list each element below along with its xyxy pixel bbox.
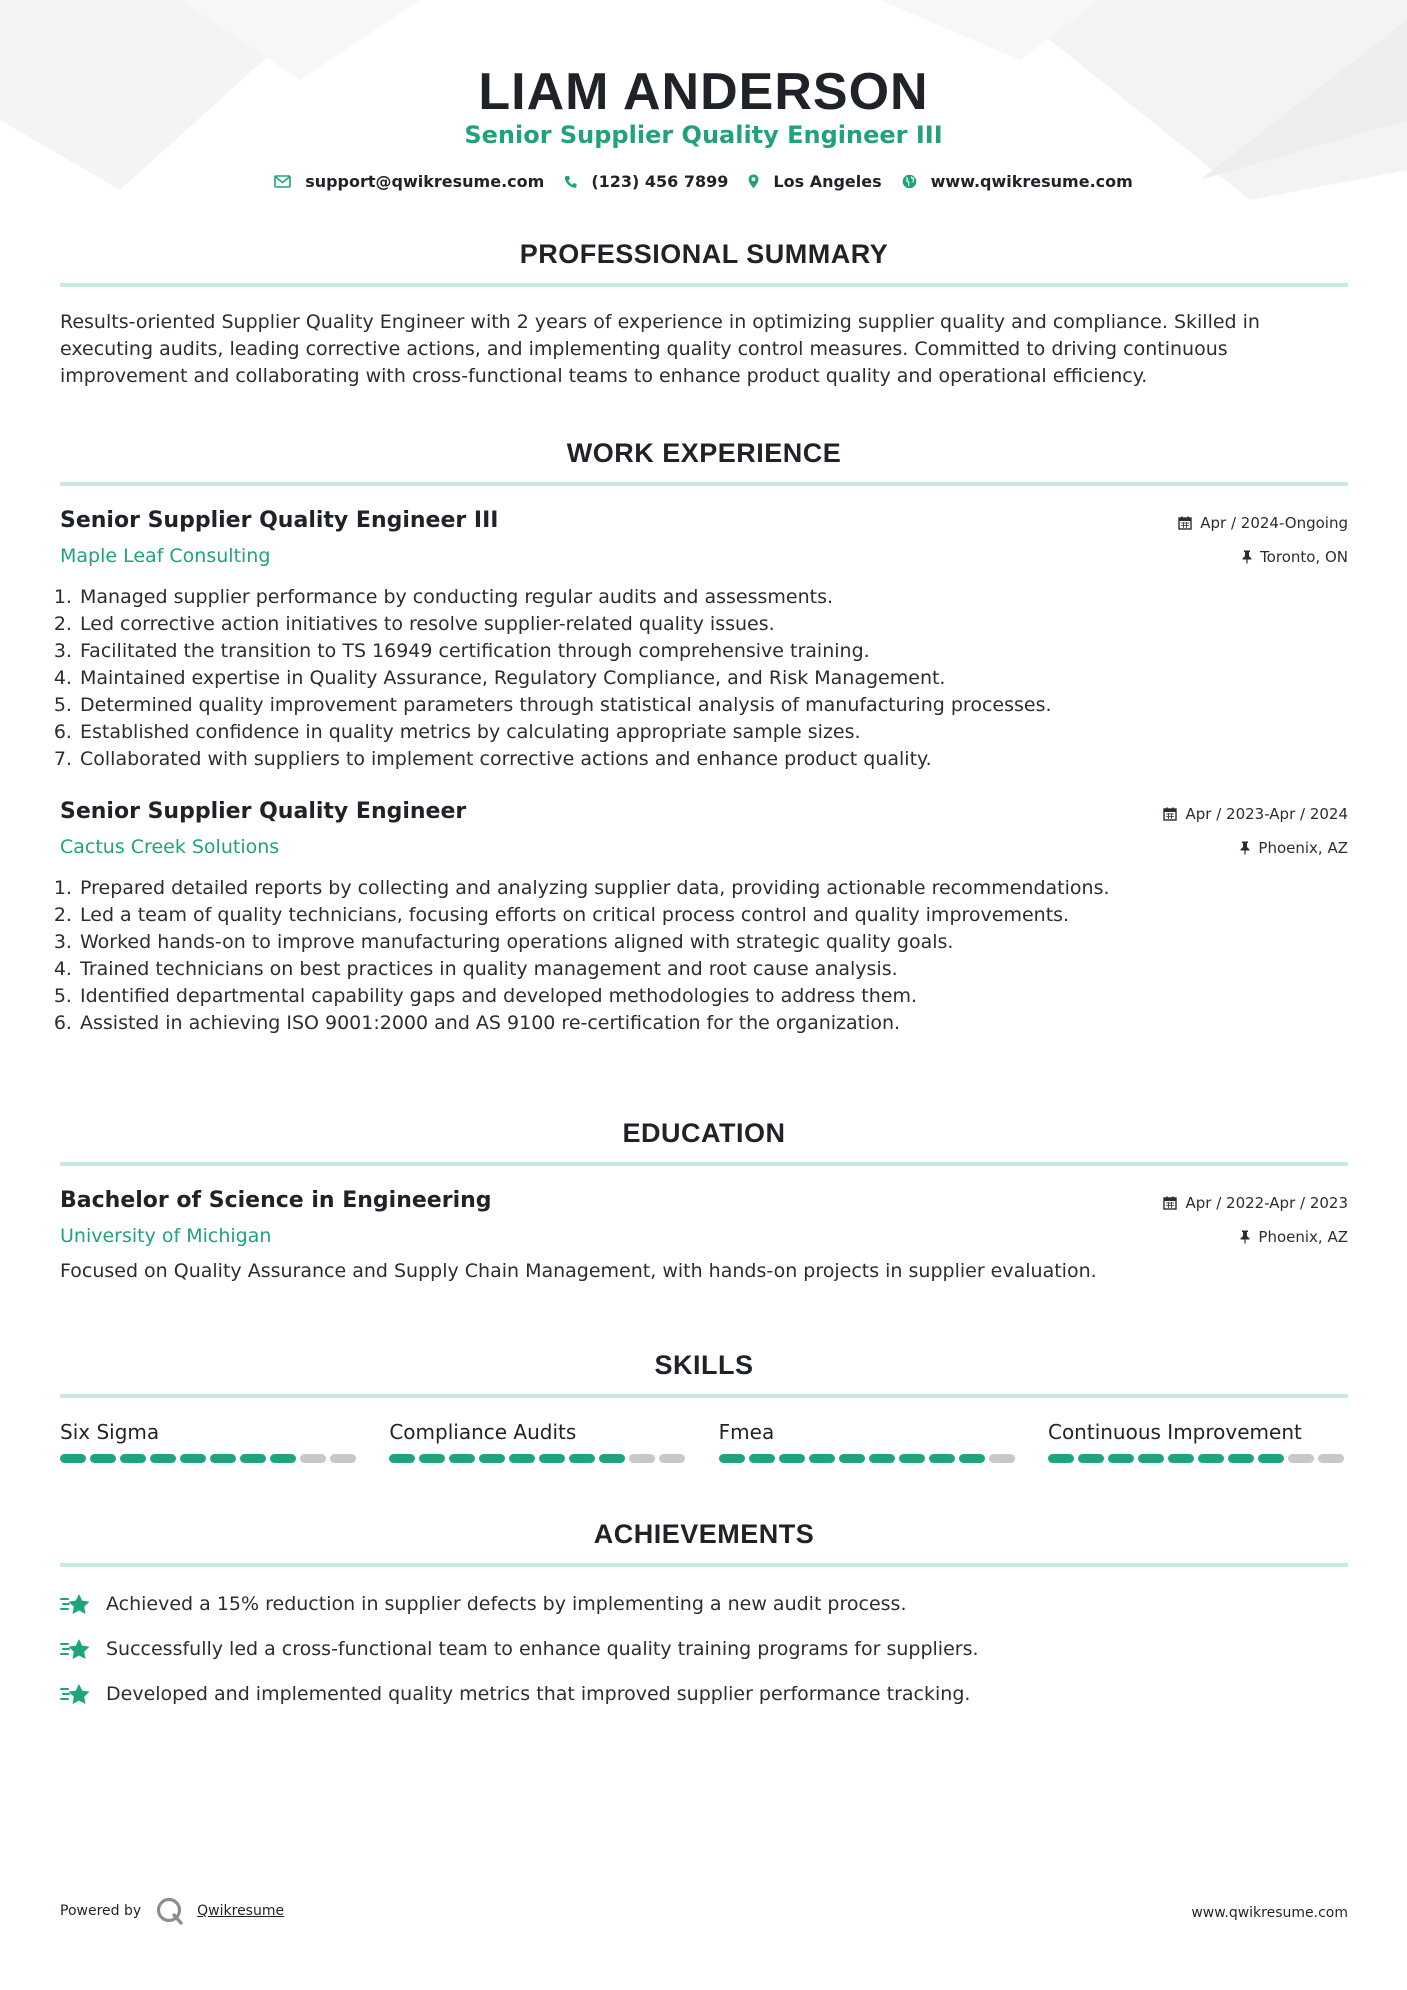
job-bullet: 6. Assisted in achieving ISO 9001:2000 and AS 9100 re-certification for the organization. [78, 1010, 1348, 1037]
job-bullet: 4. Trained technicians on best practices in quality management and root cause analysis. [78, 956, 1348, 983]
skill-dot-empty [989, 1454, 1015, 1463]
skill-name: Continuous Improvement [1047, 1420, 1302, 1444]
achievements-list [60, 1591, 1348, 1708]
job-location-text: Toronto, ON [1260, 548, 1348, 566]
job-title: Senior Supplier Quality Engineer III [60, 508, 499, 533]
skill-dot-filled [419, 1454, 445, 1463]
skill-name: Six Sigma [60, 1420, 160, 1444]
summary-heading: PROFESSIONAL SUMMARY [60, 237, 1348, 287]
education-location [1240, 1228, 1348, 1246]
job-dates [1163, 805, 1348, 823]
job-bullet: 2. Led a team of quality technicians, focusing efforts on critical process control and quality improvements. [78, 902, 1348, 929]
job-bullet: 5. Identified departmental capability gaps and developed methodologies to address them. [78, 983, 1348, 1010]
job-location [1240, 839, 1348, 857]
job-entry [60, 797, 1348, 1037]
skill-dot-filled [809, 1454, 835, 1463]
skill-dot-filled [749, 1454, 775, 1463]
job-bullet: 3. Facilitated the transition to TS 16949 certification through comprehensive training. [78, 638, 1348, 665]
footer-powered-by [60, 1896, 284, 1926]
skill-dot-filled [270, 1454, 296, 1463]
skill-dot-filled [1228, 1454, 1254, 1463]
summary-text: Results-oriented Supplier Quality Engineer with 2 years of experience in optimizing supplier quality and compliance. Skilled in executing audits, leading corrective actions, and implementing quality control measures. Committed to driving continuous improvement and collaborating with cross-functional teams to enhance product quality and operational efficiency. [60, 311, 1260, 387]
skill-dot-filled [1138, 1454, 1164, 1463]
skill-dot-empty [629, 1454, 655, 1463]
skill-dot-empty [1318, 1454, 1344, 1463]
job-dates-text: Apr / 2024-Ongoing [1200, 514, 1348, 532]
qwikresume-logo-icon [155, 1896, 185, 1926]
footer-brand-link[interactable]: Qwikresume [197, 1903, 285, 1919]
job-location [1242, 548, 1348, 566]
skill-dot-filled [599, 1454, 625, 1463]
skill-dot-filled [210, 1454, 236, 1463]
phone-icon [564, 175, 577, 189]
skill-dot-filled [569, 1454, 595, 1463]
star-icon [60, 1637, 92, 1663]
skill-name: Compliance Audits [389, 1420, 577, 1444]
achievements-section [60, 1517, 1348, 1708]
calendar-icon [1163, 807, 1177, 821]
job-bullets [60, 584, 1348, 773]
experience-heading: WORK EXPERIENCE [60, 436, 1348, 486]
contact-location [748, 172, 881, 191]
skill-rating [1048, 1454, 1348, 1463]
powered-by-label: Powered by [60, 1903, 142, 1919]
job-bullet: 5. Determined quality improvement parameters through statistical analysis of manufacturing processes. [78, 692, 1348, 719]
skill-dot-filled [389, 1454, 415, 1463]
skill-dot-filled [449, 1454, 475, 1463]
footer-website[interactable]: www.qwikresume.com [1191, 1905, 1348, 1921]
skill-dot-filled [779, 1454, 805, 1463]
website-text: www.qwikresume.com [930, 172, 1133, 191]
pushpin-icon [1242, 550, 1252, 564]
skill-dot-filled [1258, 1454, 1284, 1463]
skill-rating [719, 1454, 1019, 1463]
job-entry [60, 506, 1348, 773]
job-company: Cactus Creek Solutions [60, 836, 280, 858]
skill-dot-empty [659, 1454, 685, 1463]
location-text: Los Angeles [773, 172, 882, 191]
skill-dot-empty [300, 1454, 326, 1463]
contact-phone[interactable] [564, 172, 728, 191]
education-dates-text: Apr / 2022-Apr / 2023 [1185, 1194, 1348, 1212]
candidate-title: Senior Supplier Quality Engineer III [464, 121, 943, 149]
achievement-item [60, 1591, 1348, 1618]
skill-rating [60, 1454, 360, 1463]
job-bullet: 1. Managed supplier performance by conducting regular audits and assessments. [78, 584, 1348, 611]
skill-dot-filled [120, 1454, 146, 1463]
contact-website[interactable] [902, 172, 1133, 191]
education-heading: EDUCATION [60, 1116, 1348, 1166]
job-bullet: 7. Collaborated with suppliers to implement corrective actions and enhance product quality. [78, 746, 1348, 773]
job-company: Maple Leaf Consulting [60, 545, 271, 567]
education-location-text: Phoenix, AZ [1258, 1228, 1348, 1246]
job-bullet: 1. Prepared detailed reports by collecting and analyzing supplier data, providing actionable recommendations. [78, 875, 1348, 902]
contact-bar [0, 172, 1407, 191]
skill-dot-filled [539, 1454, 565, 1463]
skill-dot-filled [959, 1454, 985, 1463]
job-bullet: 2. Led corrective action initiatives to resolve supplier-related quality issues. [78, 611, 1348, 638]
skills-section [60, 1348, 1348, 1463]
education-dates [1163, 1194, 1348, 1212]
skill-item [1048, 1418, 1348, 1463]
skills-heading: SKILLS [60, 1348, 1348, 1398]
job-bullet: 6. Established confidence in quality metrics by calculating appropriate sample sizes. [78, 719, 1348, 746]
skill-item [389, 1418, 689, 1463]
achievement-item [60, 1636, 1348, 1663]
education-description: Focused on Quality Assurance and Supply Chain Management, with hands-on projects in supplier evaluation. [60, 1260, 1097, 1282]
skill-dot-filled [150, 1454, 176, 1463]
skill-rating [389, 1454, 689, 1463]
calendar-icon [1178, 516, 1192, 530]
skill-dot-filled [509, 1454, 535, 1463]
skill-dot-filled [180, 1454, 206, 1463]
pushpin-icon [1240, 1230, 1250, 1244]
education-section [60, 1116, 1348, 1285]
envelope-icon [274, 175, 291, 188]
school-name: University of Michigan [60, 1225, 272, 1247]
skill-dot-filled [869, 1454, 895, 1463]
achievement-item [60, 1681, 1348, 1708]
job-title: Senior Supplier Quality Engineer [60, 799, 467, 824]
map-pin-icon [748, 174, 759, 189]
skill-dot-filled [1078, 1454, 1104, 1463]
skill-dot-filled [929, 1454, 955, 1463]
job-bullets [60, 875, 1348, 1037]
skill-dot-filled [479, 1454, 505, 1463]
achievement-text: Developed and implemented quality metrics that improved supplier performance tracking. [106, 1683, 971, 1705]
skill-dot-filled [1048, 1454, 1074, 1463]
skill-name: Fmea [718, 1420, 775, 1444]
star-icon [60, 1592, 92, 1618]
achievement-text: Successfully led a cross-functional team to enhance quality training programs for suppliers. [106, 1638, 979, 1660]
skill-dot-empty [1288, 1454, 1314, 1463]
skills-list [60, 1418, 1348, 1463]
job-dates-text: Apr / 2023-Apr / 2024 [1185, 805, 1348, 823]
pushpin-icon [1240, 841, 1250, 855]
achievements-heading: ACHIEVEMENTS [60, 1517, 1348, 1567]
skill-dot-filled [240, 1454, 266, 1463]
email-text: support@qwikresume.com [305, 172, 545, 191]
summary-section [60, 237, 1348, 390]
calendar-icon [1163, 1196, 1177, 1210]
skill-dot-filled [839, 1454, 865, 1463]
education-entry [60, 1186, 1348, 1285]
degree-title: Bachelor of Science in Engineering [60, 1188, 492, 1213]
candidate-name: LIAM ANDERSON [478, 63, 929, 121]
job-dates [1178, 514, 1348, 532]
skill-dot-filled [899, 1454, 925, 1463]
skill-dot-filled [719, 1454, 745, 1463]
skill-dot-filled [90, 1454, 116, 1463]
skill-dot-filled [1198, 1454, 1224, 1463]
job-bullet: 4. Maintained expertise in Quality Assurance, Regulatory Compliance, and Risk Management. [78, 665, 1348, 692]
job-location-text: Phoenix, AZ [1258, 839, 1348, 857]
job-bullet: 3. Worked hands-on to improve manufacturing operations aligned with strategic quality goals. [78, 929, 1348, 956]
phone-text: (123) 456 7899 [591, 172, 729, 191]
skill-item [719, 1418, 1019, 1463]
skill-dot-filled [60, 1454, 86, 1463]
contact-email[interactable] [274, 172, 544, 191]
experience-section [60, 436, 1348, 1037]
skill-dot-filled [1108, 1454, 1134, 1463]
achievement-text: Achieved a 15% reduction in supplier defects by implementing a new audit process. [106, 1593, 907, 1615]
skill-item [60, 1418, 360, 1463]
globe-icon [902, 174, 917, 189]
skill-dot-empty [330, 1454, 356, 1463]
star-icon [60, 1682, 92, 1708]
skill-dot-filled [1168, 1454, 1194, 1463]
